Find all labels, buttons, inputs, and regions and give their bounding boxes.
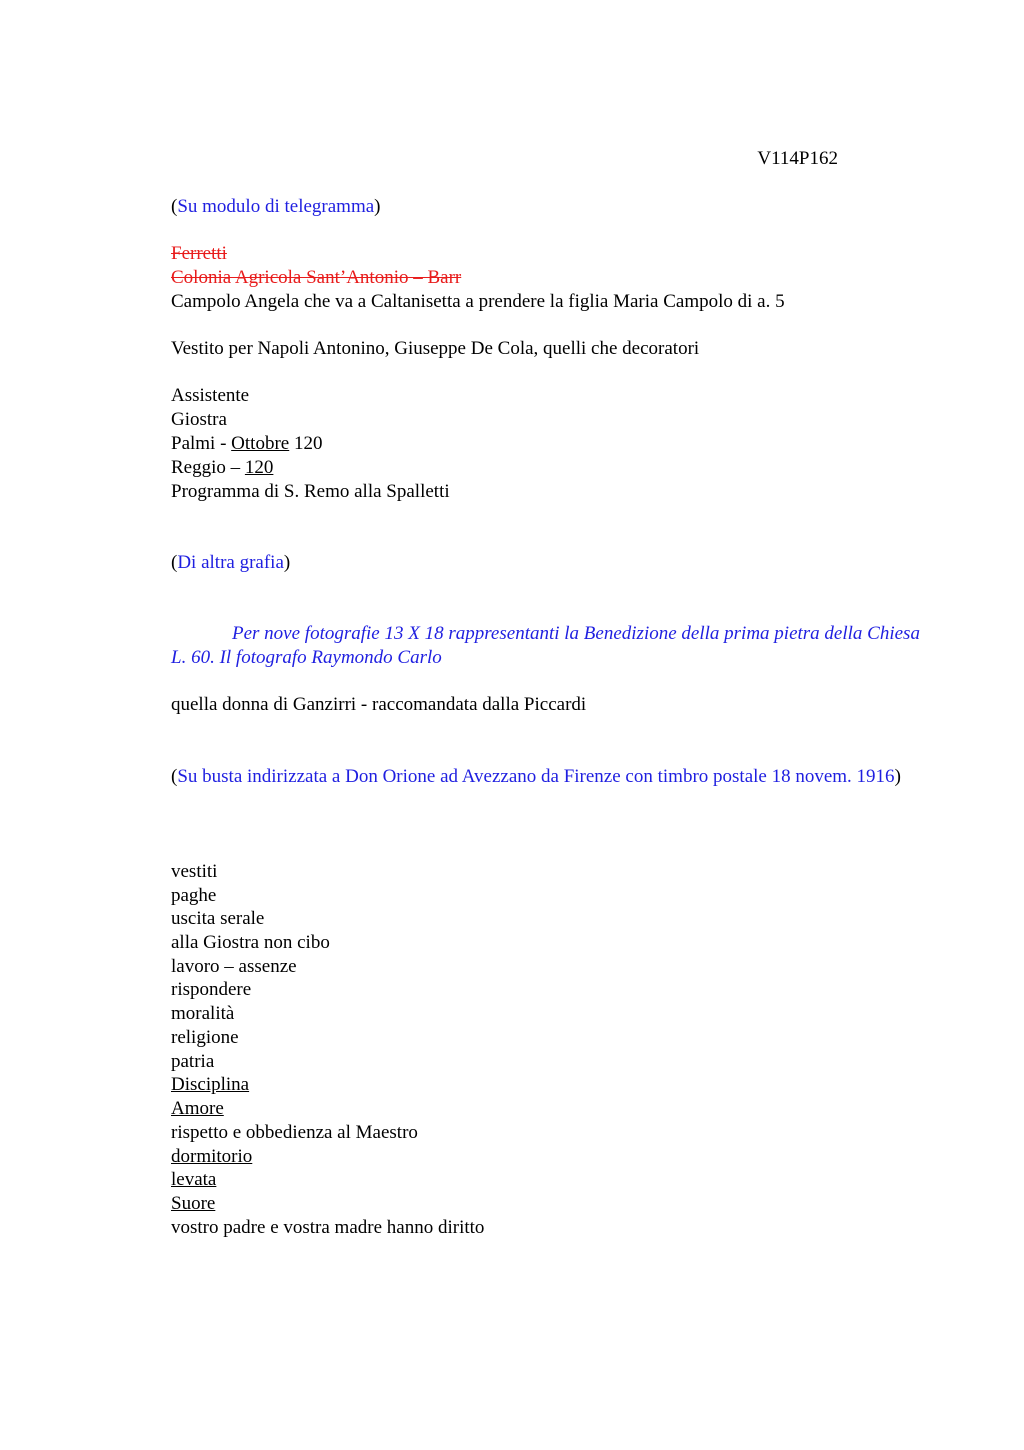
list-item: moralità <box>171 1003 235 1024</box>
note-open-paren: ( <box>171 196 178 217</box>
reggio-prefix: Reggio – <box>171 457 245 478</box>
list-item: vostro padre e vostra madre hanno diritto <box>171 1217 485 1238</box>
photo-paragraph: Per nove fotografie 13 X 18 rappresentanti la Benedizione della prima pietra della Chiesa L. 60. Il fotografo Raymondo Carlo <box>171 623 920 668</box>
list-item: vestiti <box>171 861 218 882</box>
reggio-amount: 120 <box>244 457 274 478</box>
note-open-paren: ( <box>171 552 178 573</box>
list-item: Disciplina <box>171 1074 250 1095</box>
note-close-paren: ) <box>374 196 381 217</box>
other-handwriting-note <box>171 551 290 575</box>
envelope-note <box>171 765 931 789</box>
list-item: uscita serale <box>171 908 265 929</box>
palmi-suffix: 120 <box>289 433 323 454</box>
list-item: Suore <box>171 1193 216 1214</box>
list-item: lavoro – assenze <box>171 956 297 977</box>
list-item: religione <box>171 1027 239 1048</box>
list-item: dormitorio <box>171 1146 253 1167</box>
struck-line-ferretti: Ferretti <box>171 243 227 264</box>
list-item: patria <box>171 1051 215 1072</box>
line-vestito: Vestito per Napoli Antonino, Giuseppe De Cola, quelli che decoratori <box>171 338 700 359</box>
struck-line-colonia: Colonia Agricola Sant’Antonio – Barr <box>171 267 462 288</box>
list-item: levata <box>171 1169 217 1190</box>
note-open-paren: ( <box>171 766 178 787</box>
note-text: Su modulo di telegramma <box>177 196 375 217</box>
line-giostra: Giostra <box>171 409 227 430</box>
list-item: alla Giostra non cibo <box>171 932 330 953</box>
list-item: paghe <box>171 885 217 906</box>
line-campolo: Campolo Angela che va a Caltanisetta a prendere la figlia Maria Campolo di a. 5 <box>171 291 785 312</box>
list-item: rispondere <box>171 979 252 1000</box>
line-palmi <box>171 432 322 456</box>
reference-code: V114P162 <box>757 148 838 169</box>
note-close-paren: ) <box>894 766 901 787</box>
line-donna: quella donna di Ganzirri - raccomandata dalla Piccardi <box>171 694 587 715</box>
list-item: Amore <box>171 1098 224 1119</box>
list-item: rispetto e obbedienza al Maestro <box>171 1122 418 1143</box>
note-close-paren: ) <box>283 552 291 573</box>
palmi-month: Ottobre <box>231 433 290 454</box>
palmi-prefix: Palmi - <box>171 433 232 454</box>
telegram-form-note <box>171 195 380 219</box>
note-text: Di altra grafia <box>177 552 284 573</box>
line-assistente: Assistente <box>171 385 250 406</box>
line-reggio <box>171 456 273 480</box>
note-text: Su busta indirizzata a Don Orione ad Avezzano da Firenze con timbro postale 18 novem. 1916 <box>177 766 895 787</box>
line-programma: Programma di S. Remo alla Spalletti <box>171 481 450 502</box>
